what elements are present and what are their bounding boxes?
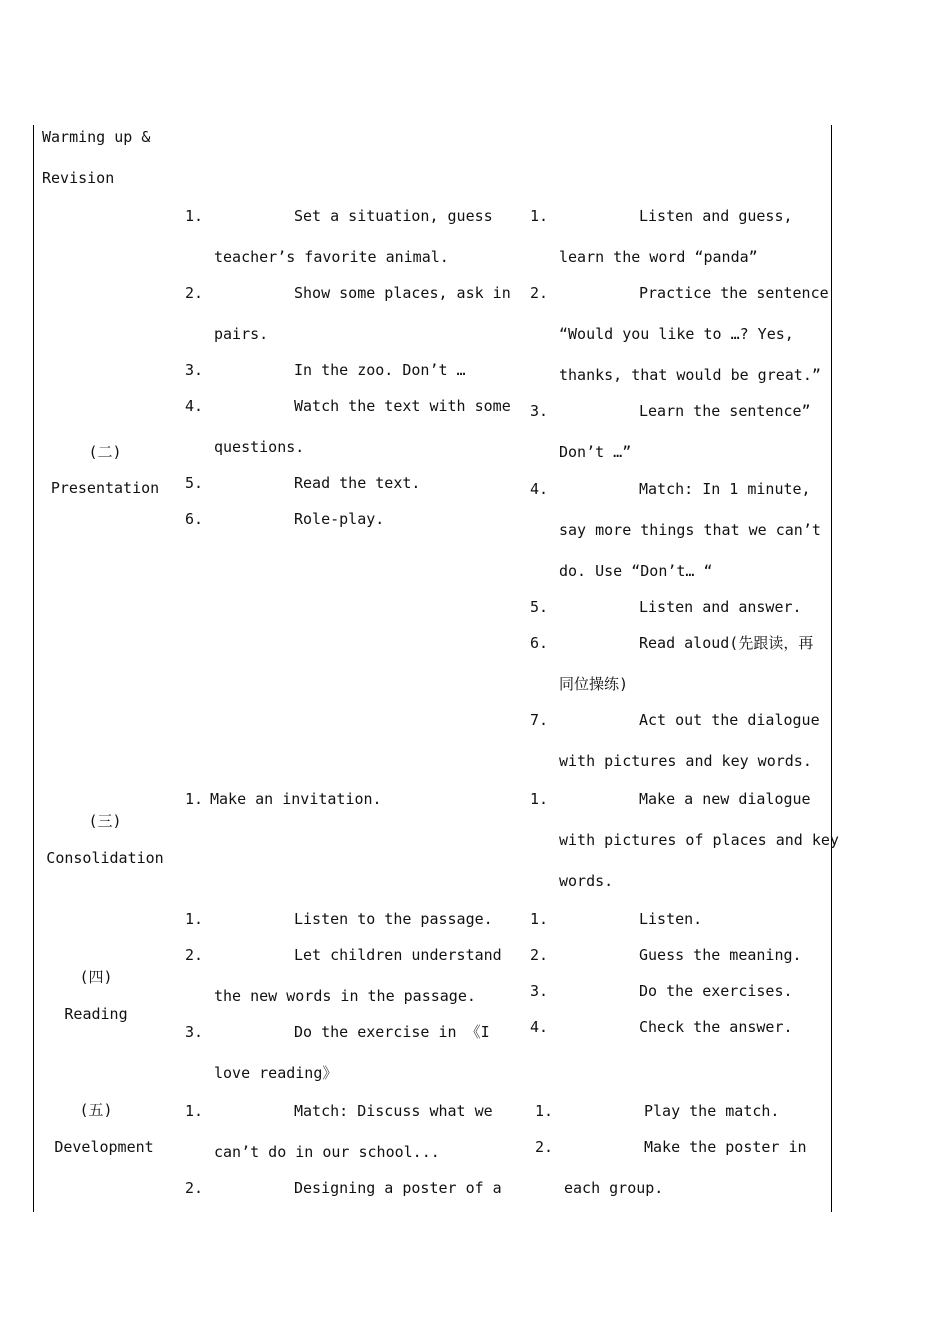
list-number: 7. (530, 711, 549, 729)
list-item: Designing a poster of a (294, 1179, 502, 1197)
list-item: Watch the text with some (294, 397, 511, 415)
list-item: Role-play. (294, 510, 385, 528)
list-number: 1. (185, 207, 204, 225)
list-item-cont: with pictures of places and key (559, 831, 839, 849)
list-item: Make an invitation. (210, 790, 382, 808)
list-item-cont: the new words in the passage. (214, 987, 476, 1005)
list-number: 6. (185, 510, 204, 528)
list-item-cont: questions. (214, 438, 305, 456)
warmup-label-line2: Revision (42, 169, 115, 187)
list-number: 1. (530, 207, 549, 225)
list-number: 2. (185, 1179, 204, 1197)
list-number: 3. (530, 982, 549, 1000)
list-item-cont: say more things that we can’t (559, 521, 821, 539)
list-number: 2. (185, 284, 204, 302)
list-item-cont: 同位操练) (559, 675, 629, 693)
list-item: Listen to the passage. (294, 910, 493, 928)
list-item-cont: can’t do in our school... (214, 1143, 440, 1161)
list-item: Make the poster in (644, 1138, 807, 1156)
list-item: Do the exercise in 《I (294, 1023, 490, 1041)
reading-title: Reading (64, 1005, 128, 1023)
list-number: 1. (185, 790, 204, 808)
list-item: Check the answer. (639, 1018, 793, 1036)
reading-number: (四) (79, 968, 113, 986)
list-item-cont: learn the word “panda” (559, 248, 758, 266)
list-number: 4. (530, 480, 549, 498)
list-item: Read aloud(先跟读，再 (639, 634, 814, 652)
list-item-cont: teacher’s favorite animal. (214, 248, 449, 266)
table-right-border (831, 125, 832, 1212)
list-number: 4. (185, 397, 204, 415)
list-item: Read the text. (294, 474, 421, 492)
list-number: 4. (530, 1018, 549, 1036)
list-number: 2. (530, 284, 549, 302)
list-item: Listen and guess, (639, 207, 793, 225)
list-item: Practice the sentence (639, 284, 829, 302)
list-item-cont: words. (559, 872, 614, 890)
list-item-cont: “Would you like to …? Yes, (559, 325, 794, 343)
list-number: 2. (535, 1138, 554, 1156)
list-item-cont: thanks, that would be great.” (559, 366, 821, 384)
consolidation-number: (三) (88, 812, 122, 830)
list-item: Let children understand (294, 946, 502, 964)
list-number: 2. (185, 946, 204, 964)
list-item-cont: do. Use “Don’t… “ (559, 562, 713, 580)
list-item: In the zoo. Don’t … (294, 361, 466, 379)
warmup-label-line1: Warming up & (42, 128, 151, 146)
list-item: Show some places, ask in (294, 284, 511, 302)
list-item: Match: Discuss what we (294, 1102, 493, 1120)
list-number: 5. (530, 598, 549, 616)
list-number: 1. (530, 790, 549, 808)
list-item: Listen and answer. (639, 598, 802, 616)
list-number: 6. (530, 634, 549, 652)
list-item-cont: with pictures and key words. (559, 752, 812, 770)
list-number: 3. (530, 402, 549, 420)
presentation-title: Presentation (50, 479, 160, 497)
list-item-cont: pairs. (214, 325, 269, 343)
list-number: 2. (530, 946, 549, 964)
list-number: 1. (535, 1102, 554, 1120)
presentation-number: (二) (88, 443, 122, 461)
consolidation-title: Consolidation (46, 849, 164, 867)
list-item: Listen. (639, 910, 703, 928)
list-item-cont: each group. (564, 1179, 664, 1197)
list-item: Match: In 1 minute, (639, 480, 811, 498)
list-item-cont: love reading》 (214, 1064, 338, 1082)
list-number: 1. (185, 910, 204, 928)
list-item: Learn the sentence” (639, 402, 811, 420)
list-item: Do the exercises. (639, 982, 793, 1000)
development-number: (五) (79, 1101, 113, 1119)
list-number: 3. (185, 361, 204, 379)
list-item: Make a new dialogue (639, 790, 811, 808)
list-item: Play the match. (644, 1102, 780, 1120)
table-left-border (33, 125, 34, 1212)
list-number: 1. (185, 1102, 204, 1120)
list-number: 5. (185, 474, 204, 492)
development-title: Development (54, 1138, 154, 1156)
list-item: Set a situation, guess (294, 207, 493, 225)
list-item-cont: Don’t …” (559, 443, 632, 461)
list-number: 1. (530, 910, 549, 928)
list-number: 3. (185, 1023, 204, 1041)
list-item: Act out the dialogue (639, 711, 820, 729)
list-item: Guess the meaning. (639, 946, 802, 964)
